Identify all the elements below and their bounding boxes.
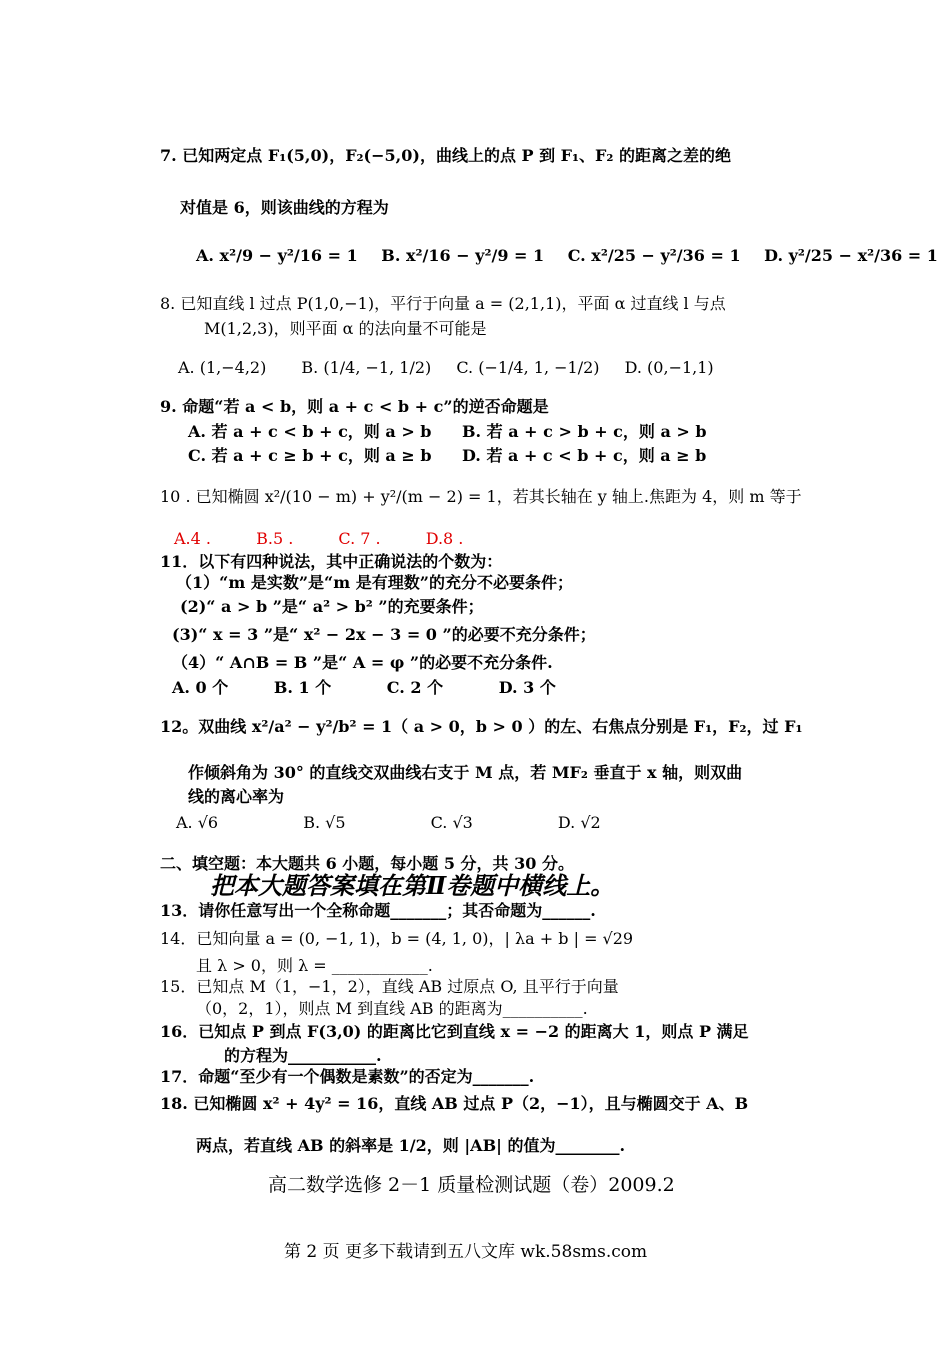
q15-line2: （0，2，1），则点 M 到直线 AB 的距离为__________. xyxy=(196,999,588,1018)
q11-option-d: D. 3 个 xyxy=(498,678,556,697)
q12-line1: 12。双曲线 x²/a² − y²/b² = 1（ a > 0，b > 0 ）的左、右焦点分别是 F₁，F₂，过 F₁ xyxy=(160,717,803,736)
q9-option-a: A. 若 a + c < b + c，则 a > b xyxy=(188,422,432,441)
q7-line2: 对值是 6，则该曲线的方程为 xyxy=(180,198,389,217)
q12-option-a: A. √6 xyxy=(176,813,219,832)
q10-option-b: B.5 . xyxy=(256,529,294,548)
q10-option-a: A.4 . xyxy=(174,529,211,548)
q14-line2: 且 λ > 0，则 λ = ____________. xyxy=(196,956,433,975)
q12-line3: 线的离心率为 xyxy=(188,787,285,806)
q7-option-a: A. x²/9 − y²/16 = 1 xyxy=(196,246,358,265)
section2-heading: 二、填空题：本大题共 6 小题，每小题 5 分，共 30 分。 xyxy=(160,854,574,873)
q8-line2: M(1,2,3)，则平面 α 的法向量不可能是 xyxy=(204,319,487,338)
q8-option-d: D. (0,−1,1) xyxy=(624,358,714,377)
q9-option-c: C. 若 a + c ≥ b + c，则 a ≥ b xyxy=(188,446,432,465)
q18-line2: 两点，若直线 AB 的斜率是 1/2，则 |AB| 的值为________. xyxy=(196,1136,626,1155)
q8-option-b: B. (1/4, −1, 1/2) xyxy=(301,358,432,377)
q8-option-a: A. (1,−4,2) xyxy=(178,358,267,377)
q18-line1: 18. 已知椭圆 x² + 4y² = 16，直线 AB 过点 P（2，−1），且与椭圆交于 A、B xyxy=(160,1094,749,1113)
q12-options xyxy=(176,812,619,834)
q11-option-a: A. 0 个 xyxy=(172,678,229,697)
q7-option-d: D. y²/25 − x²/36 = 1 xyxy=(764,246,938,265)
q12-option-d: D. √2 xyxy=(557,813,601,832)
q12-option-c: C. √3 xyxy=(430,813,473,832)
q11-statement-4: （4）“ A∩B = B ”是“ A = φ ”的必要不充分条件. xyxy=(172,653,553,672)
q9-line1: 9. 命题“若 a < b，则 a + c < b + c”的逆否命题是 xyxy=(160,397,549,416)
q7-option-c: C. x²/25 − y²/36 = 1 xyxy=(567,246,741,265)
q11-options xyxy=(172,677,574,699)
q11-line1: 11．以下有四种说法，其中正确说法的个数为： xyxy=(160,552,503,571)
q10-line1: 10 . 已知椭圆 x²/(10 − m) + y²/(m − 2) = 1，若其长轴在 y 轴上.焦距为 4，则 m 等于 xyxy=(160,487,802,506)
q7-option-b: B. x²/16 − y²/9 = 1 xyxy=(381,246,545,265)
q7-options xyxy=(196,245,950,267)
q11-statement-2: (2)“ a > b ”是“ a² > b² ”的充要条件； xyxy=(180,597,484,616)
q16-line2: 的方程为___________. xyxy=(224,1046,382,1065)
q9-option-b: B. 若 a + c > b + c，则 a > b xyxy=(462,422,707,441)
q13-line: 13．请你任意写出一个全称命题_______；其否命题为______. xyxy=(160,901,596,920)
q10-option-c: C. 7 . xyxy=(338,529,381,548)
q8-option-c: C. (−1/4, 1, −1/2) xyxy=(456,358,600,377)
q10-options xyxy=(174,528,481,550)
q8-options xyxy=(178,357,732,379)
exam-title: 高二数学选修 2－1 质量检测试题（卷）2009.2 xyxy=(268,1174,675,1196)
q14-line1: 14．已知向量 a = (0, −1, 1)，b = (4, 1, 0)，| λa + b | = √29 xyxy=(160,929,634,948)
q11-option-b: B. 1 个 xyxy=(273,678,332,697)
q15-line1: 15．已知点 M（1，−1，2），直线 AB 过原点 O, 且平行于向量 xyxy=(160,977,619,996)
q10-option-d: D.8 . xyxy=(425,529,464,548)
q12-line2: 作倾斜角为 30° 的直线交双曲线右支于 M 点，若 MF₂ 垂直于 x 轴，则双曲 xyxy=(188,763,743,782)
q11-statement-1: （1）“m 是实数”是“m 是有理数”的充分不必要条件； xyxy=(176,573,573,592)
q16-line1: 16．已知点 P 到点 F(3,0) 的距离比它到直线 x = −2 的距离大 1，则点 P 满足 xyxy=(160,1022,749,1041)
q11-option-c: C. 2 个 xyxy=(386,678,444,697)
q12-option-b: B. √5 xyxy=(303,813,346,832)
page-footer: 第 2 页 更多下载请到五八文库 wk.58sms.com xyxy=(284,1242,648,1262)
section2-banner: 把本大题答案填在第Ⅱ卷题中横线上。 xyxy=(210,871,615,900)
q11-statement-3: (3)“ x = 3 ”是“ x² − 2x − 3 = 0 ”的必要不充分条件； xyxy=(172,625,596,644)
q9-option-d: D. 若 a + c < b + c，则 a ≥ b xyxy=(462,446,707,465)
q17-line: 17．命题“至少有一个偶数是素数”的否定为_______. xyxy=(160,1067,535,1086)
q7-line1: 7. 已知两定点 F₁(5,0)，F₂(−5,0)，曲线上的点 P 到 F₁、F₂ 的距离之差的绝 xyxy=(160,146,731,165)
q8-line1: 8. 已知直线 l 过点 P(1,0,−1)，平行于向量 a = (2,1,1)，平面 α 过直线 l 与点 xyxy=(160,294,726,313)
